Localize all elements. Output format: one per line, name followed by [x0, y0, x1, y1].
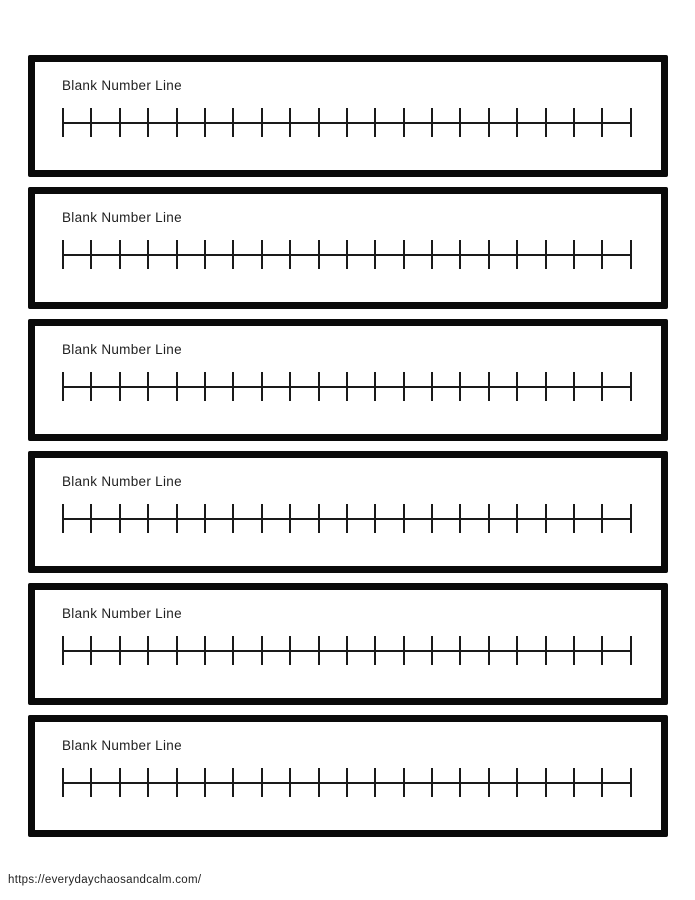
tick-mark	[289, 240, 291, 269]
tick-mark	[261, 108, 263, 137]
tick-mark	[601, 240, 603, 269]
tick-mark	[147, 636, 149, 665]
tick-mark	[119, 504, 121, 533]
tick-mark	[459, 768, 461, 797]
number-line-strip	[28, 715, 668, 837]
tick-mark	[459, 240, 461, 269]
tick-mark	[459, 108, 461, 137]
tick-mark	[90, 504, 92, 533]
tick-mark	[261, 240, 263, 269]
tick-mark	[318, 372, 320, 401]
tick-mark	[119, 372, 121, 401]
tick-mark	[630, 504, 632, 533]
number-line-ticks	[62, 372, 632, 401]
tick-mark	[431, 108, 433, 137]
tick-mark	[630, 372, 632, 401]
tick-mark	[176, 636, 178, 665]
tick-mark	[516, 768, 518, 797]
tick-mark	[573, 240, 575, 269]
tick-mark	[261, 372, 263, 401]
tick-mark	[318, 636, 320, 665]
tick-mark	[346, 636, 348, 665]
tick-mark	[403, 768, 405, 797]
tick-mark	[374, 768, 376, 797]
number-line-strip	[28, 583, 668, 705]
tick-mark	[346, 372, 348, 401]
tick-mark	[119, 108, 121, 137]
tick-mark	[346, 108, 348, 137]
tick-mark	[147, 504, 149, 533]
tick-mark	[289, 108, 291, 137]
tick-mark	[261, 504, 263, 533]
tick-mark	[459, 636, 461, 665]
tick-mark	[119, 768, 121, 797]
tick-mark	[62, 504, 64, 533]
tick-mark	[374, 240, 376, 269]
tick-mark	[176, 240, 178, 269]
number-line	[62, 504, 632, 533]
tick-mark	[147, 108, 149, 137]
tick-mark	[232, 768, 234, 797]
tick-mark	[403, 108, 405, 137]
tick-mark	[374, 504, 376, 533]
tick-mark	[630, 240, 632, 269]
tick-mark	[601, 108, 603, 137]
tick-mark	[204, 240, 206, 269]
number-line-ticks	[62, 240, 632, 269]
tick-mark	[204, 504, 206, 533]
tick-mark	[573, 372, 575, 401]
number-line-strip	[28, 187, 668, 309]
number-line-strip	[28, 451, 668, 573]
number-line-strip	[28, 55, 668, 177]
strip-label: Blank Number Line	[62, 606, 182, 621]
tick-mark	[374, 108, 376, 137]
number-line-ticks	[62, 108, 632, 137]
tick-mark	[318, 504, 320, 533]
tick-mark	[516, 372, 518, 401]
tick-mark	[204, 372, 206, 401]
tick-mark	[403, 504, 405, 533]
tick-mark	[119, 240, 121, 269]
tick-mark	[403, 372, 405, 401]
tick-mark	[573, 768, 575, 797]
strip-label: Blank Number Line	[62, 738, 182, 753]
strip-label: Blank Number Line	[62, 342, 182, 357]
tick-mark	[630, 636, 632, 665]
tick-mark	[488, 372, 490, 401]
tick-mark	[90, 372, 92, 401]
tick-mark	[90, 768, 92, 797]
tick-mark	[545, 372, 547, 401]
tick-mark	[488, 768, 490, 797]
tick-mark	[488, 240, 490, 269]
tick-mark	[176, 768, 178, 797]
tick-mark	[289, 636, 291, 665]
tick-mark	[431, 372, 433, 401]
tick-mark	[601, 372, 603, 401]
footer-url: https://everydaychaosandcalm.com/	[8, 874, 202, 886]
tick-mark	[232, 372, 234, 401]
number-line	[62, 636, 632, 665]
number-line-strips	[28, 55, 668, 837]
tick-mark	[573, 108, 575, 137]
tick-mark	[204, 108, 206, 137]
tick-mark	[346, 240, 348, 269]
tick-mark	[289, 372, 291, 401]
strip-label: Blank Number Line	[62, 474, 182, 489]
tick-mark	[630, 768, 632, 797]
tick-mark	[403, 636, 405, 665]
tick-mark	[90, 108, 92, 137]
tick-mark	[90, 636, 92, 665]
tick-mark	[62, 108, 64, 137]
tick-mark	[204, 768, 206, 797]
tick-mark	[147, 240, 149, 269]
tick-mark	[346, 768, 348, 797]
tick-mark	[545, 504, 547, 533]
tick-mark	[573, 636, 575, 665]
number-line	[62, 240, 632, 269]
tick-mark	[289, 768, 291, 797]
tick-mark	[516, 240, 518, 269]
tick-mark	[516, 504, 518, 533]
tick-mark	[90, 240, 92, 269]
tick-mark	[374, 636, 376, 665]
tick-mark	[232, 240, 234, 269]
tick-mark	[261, 768, 263, 797]
tick-mark	[62, 768, 64, 797]
tick-mark	[346, 504, 348, 533]
tick-mark	[289, 504, 291, 533]
tick-mark	[318, 768, 320, 797]
tick-mark	[232, 504, 234, 533]
strip-label: Blank Number Line	[62, 78, 182, 93]
tick-mark	[374, 372, 376, 401]
tick-mark	[516, 108, 518, 137]
tick-mark	[488, 504, 490, 533]
tick-mark	[261, 636, 263, 665]
tick-mark	[431, 504, 433, 533]
tick-mark	[516, 636, 518, 665]
tick-mark	[147, 768, 149, 797]
tick-mark	[459, 504, 461, 533]
tick-mark	[545, 240, 547, 269]
tick-mark	[176, 372, 178, 401]
tick-mark	[601, 768, 603, 797]
tick-mark	[176, 504, 178, 533]
tick-mark	[573, 504, 575, 533]
number-line	[62, 108, 632, 137]
tick-mark	[318, 240, 320, 269]
tick-mark	[204, 636, 206, 665]
tick-mark	[431, 240, 433, 269]
number-line-ticks	[62, 504, 632, 533]
tick-mark	[431, 768, 433, 797]
number-line	[62, 372, 632, 401]
tick-mark	[488, 636, 490, 665]
number-line-ticks	[62, 636, 632, 665]
tick-mark	[176, 108, 178, 137]
tick-mark	[545, 636, 547, 665]
tick-mark	[601, 504, 603, 533]
tick-mark	[119, 636, 121, 665]
tick-mark	[62, 636, 64, 665]
tick-mark	[459, 372, 461, 401]
strip-label: Blank Number Line	[62, 210, 182, 225]
tick-mark	[545, 768, 547, 797]
tick-mark	[488, 108, 490, 137]
tick-mark	[62, 372, 64, 401]
tick-mark	[630, 108, 632, 137]
tick-mark	[147, 372, 149, 401]
number-line	[62, 768, 632, 797]
tick-mark	[431, 636, 433, 665]
tick-mark	[403, 240, 405, 269]
tick-mark	[601, 636, 603, 665]
number-line-strip	[28, 319, 668, 441]
tick-mark	[232, 108, 234, 137]
tick-mark	[318, 108, 320, 137]
tick-mark	[232, 636, 234, 665]
number-line-ticks	[62, 768, 632, 797]
tick-mark	[545, 108, 547, 137]
tick-mark	[62, 240, 64, 269]
